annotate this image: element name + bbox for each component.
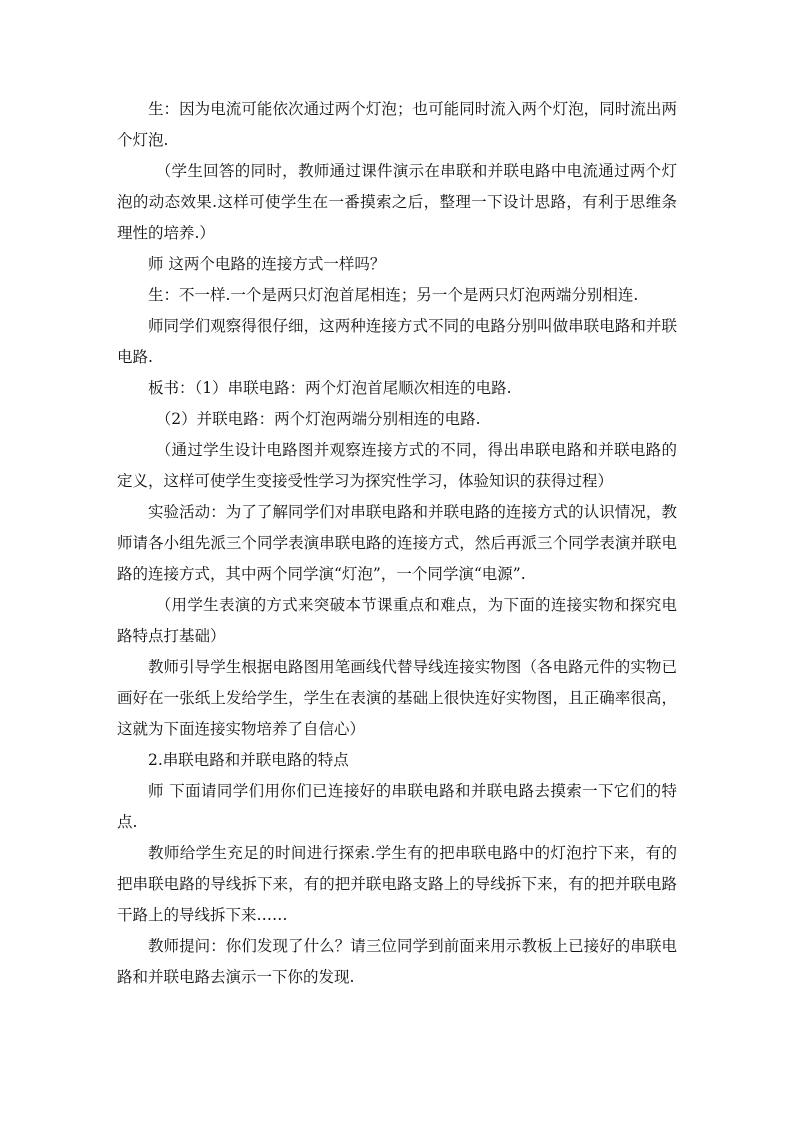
paragraph-note-definition: （通过学生设计电路图并观察连接方式的不同，得出串联电路和并联电路的定义，这样可使学生变接受性学习为探究性学习，体验知识的获得过程） — [117, 441, 677, 490]
paragraph-board-parallel: （2）并联电路：两个灯泡两端分别相连的电路. — [155, 410, 481, 428]
document-body — [117, 94, 677, 993]
paragraph-student-answer: 生：因为电流可能依次通过两个灯泡；也可能同时流入两个灯泡，同时流出两个灯泡. — [117, 100, 677, 149]
paragraph-experiment-activity: 实验活动：为了了解同学们对串联电路和并联电路的连接方式的认识情况，教师请各小组先派三个同学表演串联电路的连接方式，然后再派三个同学表演并联电路的连接方式，其中两个同学演“灯泡”，一个同学演“电源”. — [117, 503, 677, 583]
paragraph-student-exploration: 教师给学生充足的时间进行探索.学生有的把串联电路中的灯泡拧下来，有的把串联电路的导线拆下来，有的把并联电路支路上的导线拆下来，有的把并联电路干路上的导线拆下来…… — [117, 844, 677, 924]
paragraph-student-reply: 生：不一样.一个是两只灯泡首尾相连；另一个是两只灯泡两端分别相连. — [148, 286, 639, 304]
paragraph-teacher-guidance: 教师引导学生根据电路图用笔画线代替导线连接实物图（各电路元件的实物已画好在一张纸上发给学生，学生在表演的基础上很快连好实物图，且正确率很高，这就为下面连接实物培养了自信心） — [117, 658, 677, 738]
paragraph-note-performance: （用学生表演的方式来突破本节课重点和难点，为下面的连接实物和探究电路特点打基础） — [117, 596, 677, 645]
paragraph-teacher-ask: 教师提问：你们发现了什么？请三位同学到前面来用示教板上已接好的串联电路和并联电路去演示一下你的发现. — [117, 937, 677, 986]
paragraph-note-courseware: （学生回答的同时，教师通过课件演示在串联和并联电路中电流通过两个灯泡的动态效果.这样可使学生在一番摸索之后，整理一下设计思路，有利于思维条理性的培养.） — [117, 162, 677, 242]
paragraph-teacher-explore: 师 下面请同学们用你们已连接好的串联电路和并联电路去摸索一下它们的特点. — [117, 782, 677, 831]
paragraph-board-series: 板书：（1）串联电路：两个灯泡首尾顺次相连的电路. — [148, 379, 512, 397]
paragraph-teacher-question: 师 这两个电路的连接方式一样吗？ — [148, 255, 386, 273]
section-heading-characteristics: 2.串联电路和并联电路的特点 — [148, 751, 349, 769]
paragraph-teacher-naming: 师同学们观察得很仔细，这两种连接方式不同的电路分别叫做串联电路和并联电路. — [117, 317, 677, 366]
